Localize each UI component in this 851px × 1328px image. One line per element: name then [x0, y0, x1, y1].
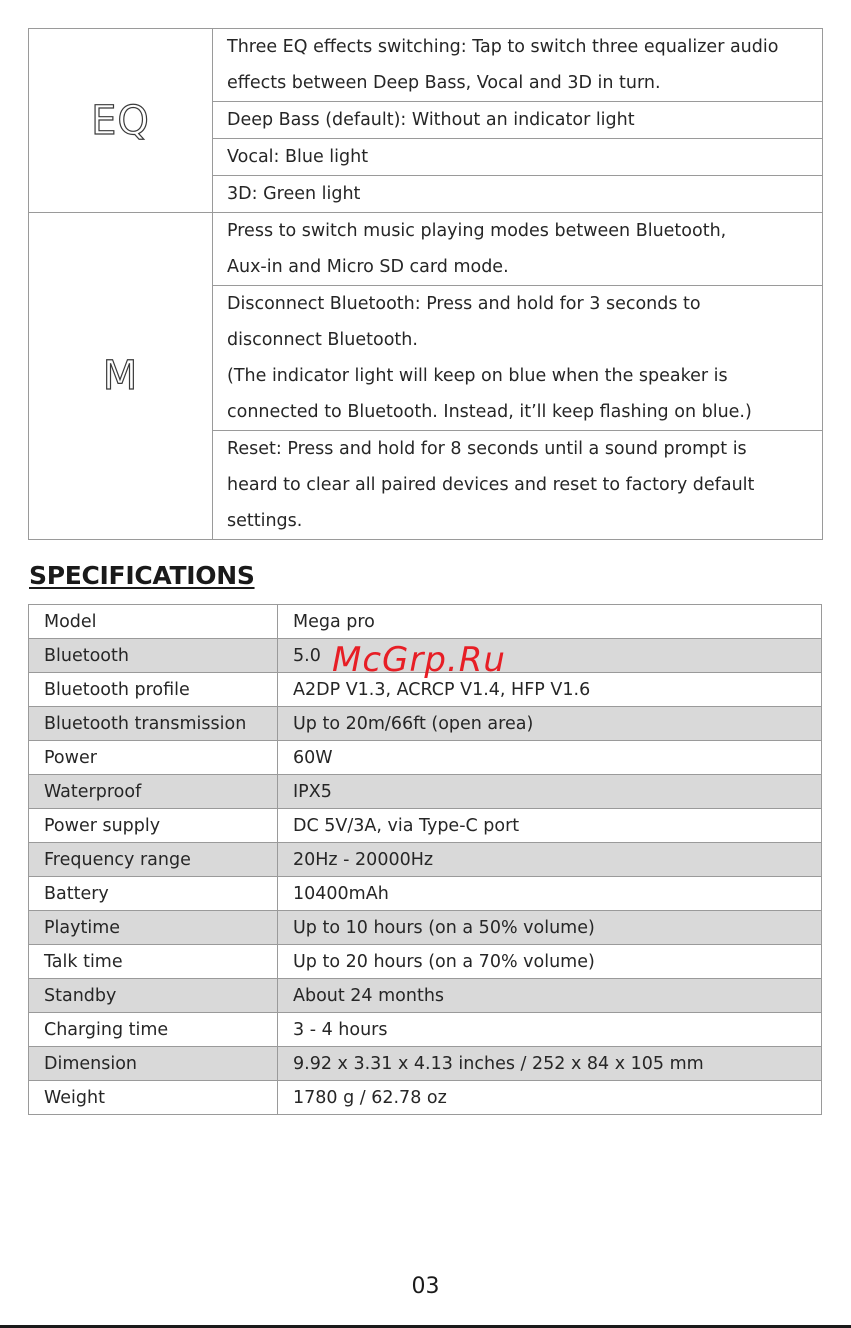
m-key-cell [29, 213, 213, 540]
m-desc-cell [213, 286, 823, 431]
spec-value: Up to 20m/66ft (open area) [278, 707, 822, 741]
spec-label: Bluetooth [29, 639, 278, 673]
m-desc-cell [213, 431, 823, 540]
eq-row [29, 29, 823, 102]
eq-desc-cell [213, 176, 823, 213]
spec-row [29, 945, 822, 979]
spec-value: 60W [278, 741, 822, 775]
m-row [29, 213, 823, 286]
spec-row [29, 1047, 822, 1081]
spec-value: DC 5V/3A, via Type-C port [278, 809, 822, 843]
eq-desc-cell [213, 102, 823, 139]
spec-label: Frequency range [29, 843, 278, 877]
eq-key-cell [29, 29, 213, 213]
page-number: 03 [411, 1274, 440, 1299]
eq-desc-line: Vocal: Blue light [227, 147, 369, 167]
spec-row [29, 1081, 822, 1115]
spec-value: 10400mAh [278, 877, 822, 911]
spec-value: Up to 10 hours (on a 50% volume) [278, 911, 822, 945]
m-desc-cell [213, 213, 823, 286]
spec-label: Talk time [29, 945, 278, 979]
spec-label: Battery [29, 877, 278, 911]
m-desc-line: Disconnect Bluetooth: Press and hold for 3 seconds to [227, 294, 701, 314]
spec-label: Bluetooth profile [29, 673, 278, 707]
watermark: McGrp.Ru [332, 640, 506, 680]
eq-desc-line: 3D: Green light [227, 184, 361, 204]
spec-row [29, 707, 822, 741]
m-desc-line: Reset: Press and hold for 8 seconds until a sound prompt is [227, 439, 747, 459]
m-desc-line: (The indicator light will keep on blue when the speaker is [227, 366, 728, 386]
spec-label: Charging time [29, 1013, 278, 1047]
eq-desc-line: Deep Bass (default): Without an indicator light [227, 110, 635, 130]
eq-desc-line: Three EQ effects switching: Tap to switch three equalizer audio [227, 37, 779, 57]
spec-value: Mega pro [278, 605, 822, 639]
spec-row [29, 877, 822, 911]
eq-key-label: EQ [91, 97, 150, 144]
spec-row [29, 911, 822, 945]
spec-row [29, 1013, 822, 1047]
spec-label: Weight [29, 1081, 278, 1115]
specifications-heading: SPECIFICATIONS [29, 561, 255, 590]
spec-row [29, 775, 822, 809]
spec-value: A2DP V1.3, ACRCP V1.4, HFP V1.6 [278, 673, 822, 707]
spec-label: Power supply [29, 809, 278, 843]
spec-value: 9.92 x 3.31 x 4.13 inches / 252 x 84 x 105 mm [278, 1047, 822, 1081]
m-desc-line: connected to Bluetooth. Instead, it’ll keep flashing on blue.) [227, 402, 752, 422]
m-desc-line: heard to clear all paired devices and reset to factory default [227, 475, 755, 495]
spec-row [29, 605, 822, 639]
button-function-table [28, 28, 823, 540]
eq-desc-cell [213, 139, 823, 176]
spec-value: 5.0 [278, 639, 822, 673]
spec-label: Waterproof [29, 775, 278, 809]
m-desc-line: disconnect Bluetooth. [227, 330, 418, 350]
m-desc-line: Aux-in and Micro SD card mode. [227, 257, 509, 277]
spec-row [29, 809, 822, 843]
spec-label: Model [29, 605, 278, 639]
m-key-label: M [102, 353, 139, 399]
m-desc-line: Press to switch music playing modes between Bluetooth, [227, 221, 727, 241]
spec-value: 1780 g / 62.78 oz [278, 1081, 822, 1115]
spec-label: Dimension [29, 1047, 278, 1081]
spec-label: Bluetooth transmission [29, 707, 278, 741]
spec-value: 20Hz - 20000Hz [278, 843, 822, 877]
spec-value: 3 - 4 hours [278, 1013, 822, 1047]
spec-value: IPX5 [278, 775, 822, 809]
eq-desc-cell [213, 29, 823, 102]
eq-desc-line: effects between Deep Bass, Vocal and 3D in turn. [227, 73, 661, 93]
spec-label: Power [29, 741, 278, 775]
specifications-table [28, 604, 822, 1115]
spec-label: Playtime [29, 911, 278, 945]
spec-row [29, 843, 822, 877]
spec-row [29, 741, 822, 775]
spec-row [29, 979, 822, 1013]
spec-value: About 24 months [278, 979, 822, 1013]
spec-value: Up to 20 hours (on a 70% volume) [278, 945, 822, 979]
m-desc-line: settings. [227, 511, 303, 531]
spec-label: Standby [29, 979, 278, 1013]
